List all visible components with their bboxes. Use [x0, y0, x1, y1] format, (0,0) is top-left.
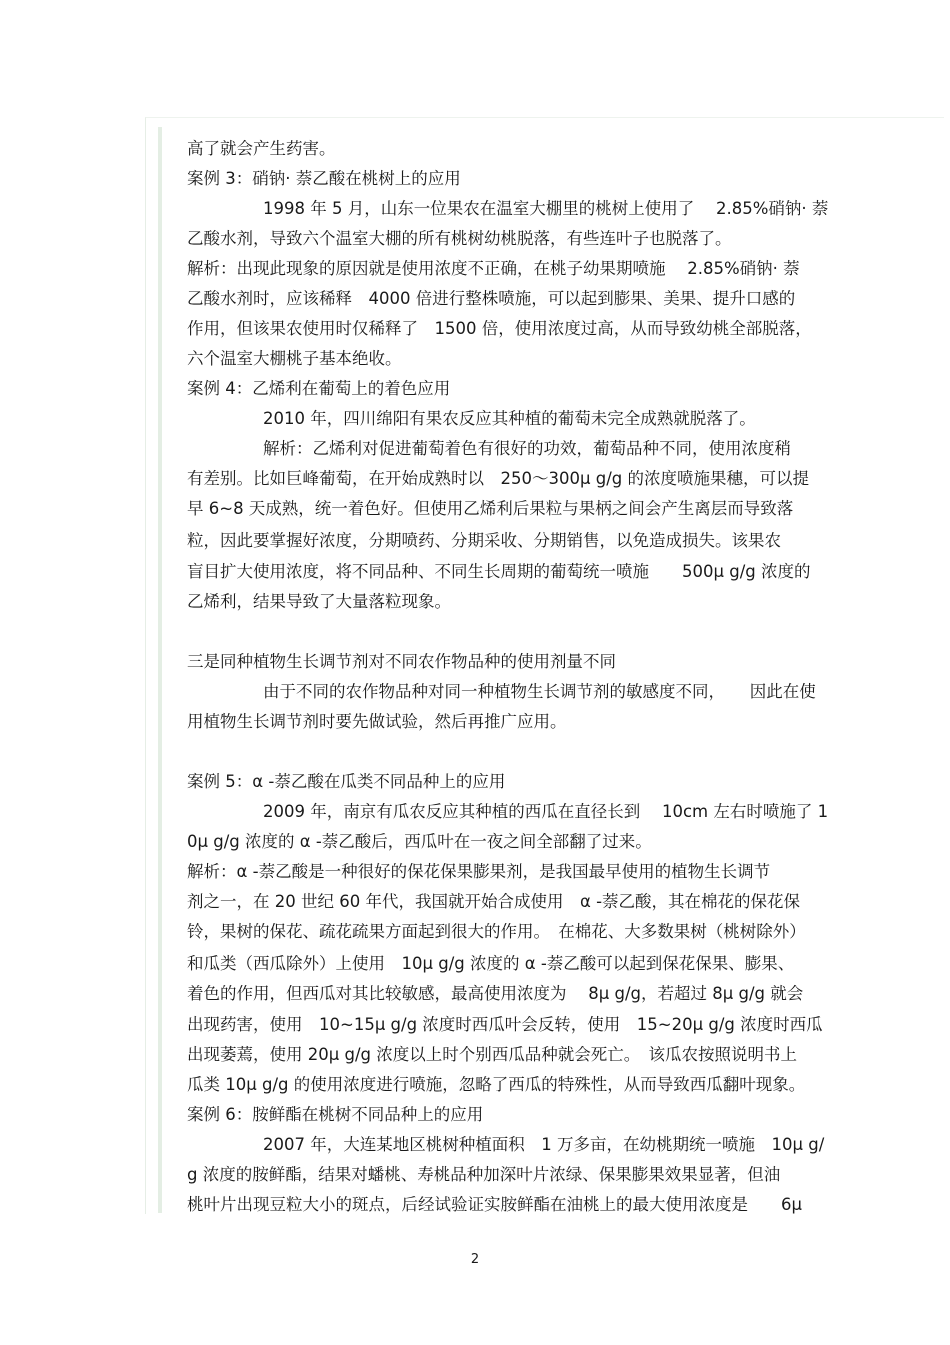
- text-line: g 浓度的胺鲜酯，结果对蟠桃、寿桃品种加深叶片浓绿、保果膨果效果显著，但油: [187, 1165, 781, 1184]
- text-line: 出现药害，使用 10~15μ g/g 浓度时西瓜叶会反转，使用 15~20μ g/g 浓度时西瓜: [187, 1015, 823, 1034]
- text-line: 解析：出现此现象的原因就是使用浓度不正确，在桃子幼果期喷施 2.85%硝钠· 萘: [187, 259, 800, 278]
- page-frame-bar: [158, 127, 162, 1213]
- section-heading: 三是同种植物生长调节剂对不同农作物品种的使用剂量不同: [187, 652, 616, 671]
- text-line: 瓜类 10μ g/g 的使用浓度进行喷施，忽略了西瓜的特殊性，从而导致西瓜翻叶现象。: [187, 1075, 806, 1094]
- case-heading: 案例 4：乙烯利在葡萄上的着色应用: [187, 379, 451, 398]
- case-heading: 案例 5：α -萘乙酸在瓜类不同品种上的应用: [187, 772, 506, 791]
- page-number: 2: [470, 1252, 480, 1267]
- text-line: 解析：乙烯利对促进葡萄着色有很好的功效，葡萄品种不同，使用浓度稍: [263, 439, 791, 458]
- case-heading: 案例 6：胺鲜酯在桃树不同品种上的应用: [187, 1105, 484, 1124]
- text-line: 有差别。比如巨峰葡萄，在开始成熟时以 250～300μ g/g 的浓度喷施果穗，可以提: [187, 469, 809, 488]
- text-line: 乙烯利，结果导致了大量落粒现象。: [187, 592, 451, 611]
- text-line: 2009 年，南京有瓜农反应其种植的西瓜在直径长到 10cm 左右时喷施了 1: [263, 802, 829, 821]
- text-line: 着色的作用，但西瓜对其比较敏感，最高使用浓度为 8μ g/g，若超过 8μ g/g 就会: [187, 984, 804, 1003]
- case-heading: 案例 3：硝钠· 萘乙酸在桃树上的应用: [187, 169, 461, 188]
- text-line: 粒，因此要掌握好浓度，分期喷药、分期采收、分期销售，以免造成损失。该果农: [187, 531, 781, 550]
- text-line: 六个温室大棚桃子基本绝收。: [187, 349, 402, 368]
- text-line: 早 6~8 天成熟，统一着色好。但使用乙烯利后果粒与果柄之间会产生离层而导致落: [187, 499, 794, 518]
- text-line: 高了就会产生药害。: [187, 139, 336, 158]
- text-line: 乙酸水剂，导致六个温室大棚的所有桃树幼桃脱落，有些连叶子也脱落了。: [187, 229, 732, 248]
- text-line: 作用，但该果农使用时仅稀释了 1500 倍，使用浓度过高，从而导致幼桃全部脱落，: [187, 319, 812, 338]
- text-line: 桃叶片出现豆粒大小的斑点，后经试验证实胺鲜酯在油桃上的最大使用浓度是 6μ: [187, 1195, 802, 1214]
- text-line: 由于不同的农作物品种对同一种植物生长调节剂的敏感度不同， 因此在使: [263, 682, 816, 701]
- text-line: 用植物生长调节剂时要先做试验，然后再推广应用。: [187, 712, 567, 731]
- text-line: 和瓜类（西瓜除外）上使用 10μ g/g 浓度的 α -萘乙酸可以起到保花保果、膨果、: [187, 954, 795, 973]
- text-line: 1998 年 5 月，山东一位果农在温室大棚里的桃树上使用了 2.85%硝钠· 萘: [263, 199, 829, 218]
- text-line: 解析：α -萘乙酸是一种很好的保花保果膨果剂，是我国最早使用的植物生长调节: [187, 862, 771, 881]
- text-line: 2007 年，大连某地区桃树种植面积 1 万多亩，在幼桃期统一喷施 10μ g/: [263, 1135, 825, 1154]
- text-line: 2010 年，四川绵阳有果农反应其种植的葡萄未完全成熟就脱落了。: [263, 409, 756, 428]
- text-line: 盲目扩大使用浓度，将不同品种、不同生长周期的葡萄统一喷施 500μ g/g 浓度的: [187, 562, 811, 581]
- text-line: 出现萎蔫，使用 20μ g/g 浓度以上时个别西瓜品种就会死亡。 该瓜农按照说明书上: [187, 1045, 797, 1064]
- text-line: 铃，果树的保花、疏花疏果方面起到很大的作用。 在棉花、大多数果树（桃树除外）: [187, 922, 806, 941]
- text-line: 剂之一，在 20 世纪 60 年代，我国就开始合成使用 α -萘乙酸，其在棉花的保花保: [187, 892, 801, 911]
- text-line: 0μ g/g 浓度的 α -萘乙酸后，西瓜叶在一夜之间全部翻了过来。: [187, 832, 652, 851]
- text-line: 乙酸水剂时，应该稀释 4000 倍进行整株喷施，可以起到膨果、美果、提升口感的: [187, 289, 796, 308]
